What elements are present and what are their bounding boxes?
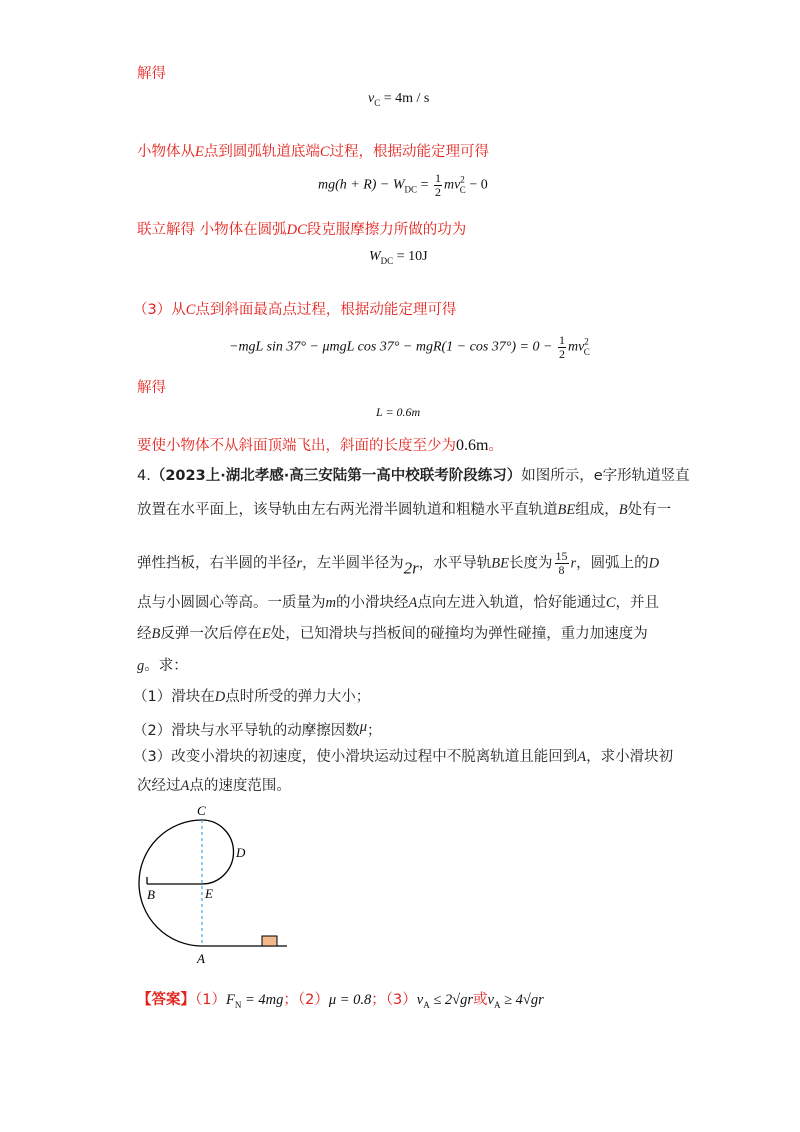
q4-l5-B: B [151,626,161,642]
eq4-rhs: mv [567,339,585,355]
l-equation [376,405,420,420]
dc-letters: DC [286,222,307,238]
w-symbol: W [369,249,381,264]
eq2-fraction [434,172,442,199]
q4-number: 4. [137,468,151,484]
q4-line-4 [137,593,659,613]
e-to-c-statement [137,142,489,162]
eq2-end: − 0 [465,177,488,193]
eq4-lhs: −mgL sin 37° − μmgL cos 37° − mgR(1 − cos 37°) = 0 − [229,339,556,355]
q4-p3-l2-a: 次经过 [137,778,181,794]
q4-l5-b: 反弹一次后停在 [160,626,262,642]
answer-2-eq: μ = 0.8 [328,992,372,1008]
q4-l3-2r: 2r [403,558,419,578]
jiede-label-1: 解得 [137,66,166,82]
q4-l3-fraction [555,550,569,577]
eq4-rhs-sub: C [583,346,590,357]
eq4-fraction [558,334,566,361]
answer-3-eq-1 [417,992,473,1008]
w-value: = 10J [393,249,428,264]
answer-3-eq2-sub: A [493,1000,501,1010]
answer-part-2-label: ；（2） [283,992,329,1008]
big-semicircle-track [139,820,202,946]
q4-p1-a: （1）滑块在 [133,689,215,705]
energy-equation-2 [229,334,590,361]
conclusion [137,436,503,456]
label-B: B [147,887,155,902]
q4-source: （2023上·湖北孝感·高三安陆第一高中校联考阶段练习） [150,468,522,484]
conclusion-text: 要使小物体不从斜面顶端飞出，斜面的长度至少为 [137,438,456,454]
q4-l3-e: ，圆弧上的 [576,555,649,572]
q4-l3-c: ，水平导轨 [418,555,492,572]
q4-l5-c: 处，已知滑块与挡板间的碰撞均为弹性碰撞，重力加速度为 [270,626,648,642]
q4-l4-C: C [605,595,616,611]
q4-p2-a: （2）滑块与水平导轨的动摩擦因数 [133,723,360,739]
q4-part-3 [133,747,673,767]
answer-1-value: = 4mg [241,992,284,1008]
q4-l2-be: BE [557,502,576,518]
e-track-figure [125,800,305,972]
q4-p3-a: （3）改变小滑块的初速度，使小滑块运动过程中不脱离轨道且能回到 [133,749,578,765]
q4-l3-b: ，左半圆半径为 [302,555,404,572]
w-sub: DC [380,256,394,266]
q4-l4-c: 点向左进入轨道，恰好能通过 [417,595,606,611]
e-to-c-text-3: 过程，根据动能定理可得 [329,144,490,160]
c-letter: C [319,144,330,160]
q4-l6-end: 。求： [144,658,188,674]
energy-equation-1 [318,172,488,199]
q4-l4-b: 的小滑块经 [335,595,409,611]
e-to-c-text-1: 小物体从 [137,144,195,160]
lianli-text-2: 段克服摩擦力所做的功为 [306,222,467,238]
vc-value: = 4m / s [380,91,430,106]
eq2-frac-den: 2 [434,185,441,199]
eq2-sub: DC [404,184,418,195]
q4-line1-end: 如图所示，e字形轨道竖直 [521,468,690,484]
work-equation [369,249,428,266]
q4-p3-l2-A: A [180,778,190,794]
answer-3-eq-2 [488,992,544,1008]
q4-line-2 [137,500,671,520]
eq4-frac-den: 2 [558,347,565,361]
q4-l3-D: D [648,555,660,572]
q4-part-2 [133,717,382,741]
q4-l4-a: 点与小圆圆心等高。一质量为 [137,595,326,611]
answer-1-F: F [225,992,235,1008]
q4-l2-end2: 处有一 [627,502,672,518]
slider-block [262,936,277,946]
answer-1-sub: N [234,1000,242,1010]
e-letter: E [195,144,204,160]
l-value: L = 0.6m [376,405,421,419]
q4-l4-A: A [408,595,418,611]
eq2-lhs: mg(h + R) − W [318,177,405,193]
conclusion-end: 。 [488,438,503,454]
part3-statement [133,300,456,320]
e-to-c-text-2: 点到圆弧轨道底端 [203,144,320,160]
eq2-rhs-sup: 2 [460,174,465,185]
conclusion-value: 0.6m [456,437,489,454]
label-A: A [197,951,205,966]
part3-text-1: （3）从 [133,302,186,318]
q4-line-5 [137,624,648,644]
answer-3-eq2-v: v [487,992,494,1008]
q4-part-1 [133,687,370,707]
answer-3-eq1-v: v [416,992,424,1008]
small-semicircle-track [202,820,234,884]
q4-l2-end: 组成， [575,502,619,518]
q4-l2-text: 放置在水平面上，该导轨由左右两光滑半圆轨道和粗糙水平直轨道 [137,502,558,518]
eq2-mid: = [417,177,432,193]
answer-3-eq1-sub: A [423,1000,430,1010]
q4-l5-a: 经 [137,626,152,642]
q4-l3-a: 弹性挡板，右半圆的半径 [137,555,297,572]
answer-part-3-label: ；（3） [371,992,417,1008]
answer-or: 或 [473,992,488,1008]
answer-line [137,990,544,1015]
q4-p3-b: ，求小滑块初 [586,749,674,765]
eq4-rhs-sup: 2 [584,336,589,347]
answer-3-eq2-rhs: ≥ 4√gr [500,992,544,1008]
answer-1-eq [226,992,283,1008]
q4-l3-frac-den: 8 [558,563,565,577]
q4-p3-l2-b: 点的速度范围。 [189,778,291,794]
q4-line-3 [137,550,659,579]
answer-label: 【答案】 [137,992,195,1008]
q4-line-1 [137,466,690,486]
q4-l2-b: B [618,502,628,518]
q4-l3-d: 长度为 [509,555,553,572]
label-E: E [205,886,213,901]
q4-p1-D: D [214,689,226,705]
lianli-text-1: 联立解得 小物体在圆弧 [137,222,287,238]
eq2-rhs: mv [443,177,461,193]
q4-line-6 [137,656,188,676]
lianli-statement [137,220,466,240]
label-D: D [236,845,246,860]
q4-part-3-line-2 [137,776,291,796]
answer-3-eq1-rhs: ≤ 2√gr [429,992,474,1008]
eq2-rhs-sub: C [459,184,466,195]
q4-l5-E: E [261,626,271,642]
q4-p2-mu: μ [359,719,368,735]
answer-part-1-label: （1） [195,992,226,1008]
vc-sub: C [374,98,381,108]
q4-l6-g: g [137,658,145,674]
q4-p1-b: 点时所受的弹力大小； [225,689,371,705]
q4-l3-r: r [296,555,303,572]
q4-l3-be: BE [491,555,509,572]
q4-l3-frac-num: 15 [555,549,568,563]
q4-l4-d: ，并且 [615,595,660,611]
jiede-label-2: 解得 [137,380,166,396]
vc-symbol: v [368,91,375,106]
part3-c: C [185,302,196,318]
q4-l3-r2: r [570,555,577,572]
eq2-frac-num: 1 [434,171,441,185]
label-C: C [197,803,206,818]
eq4-frac-num: 1 [558,333,565,347]
vc-equation [368,91,429,108]
part3-text-2: 点到斜面最高点过程，根据动能定理可得 [195,302,457,318]
q4-p3-A: A [577,749,587,765]
q4-l4-m: m [325,595,336,611]
q4-p2-b: ； [367,723,382,739]
